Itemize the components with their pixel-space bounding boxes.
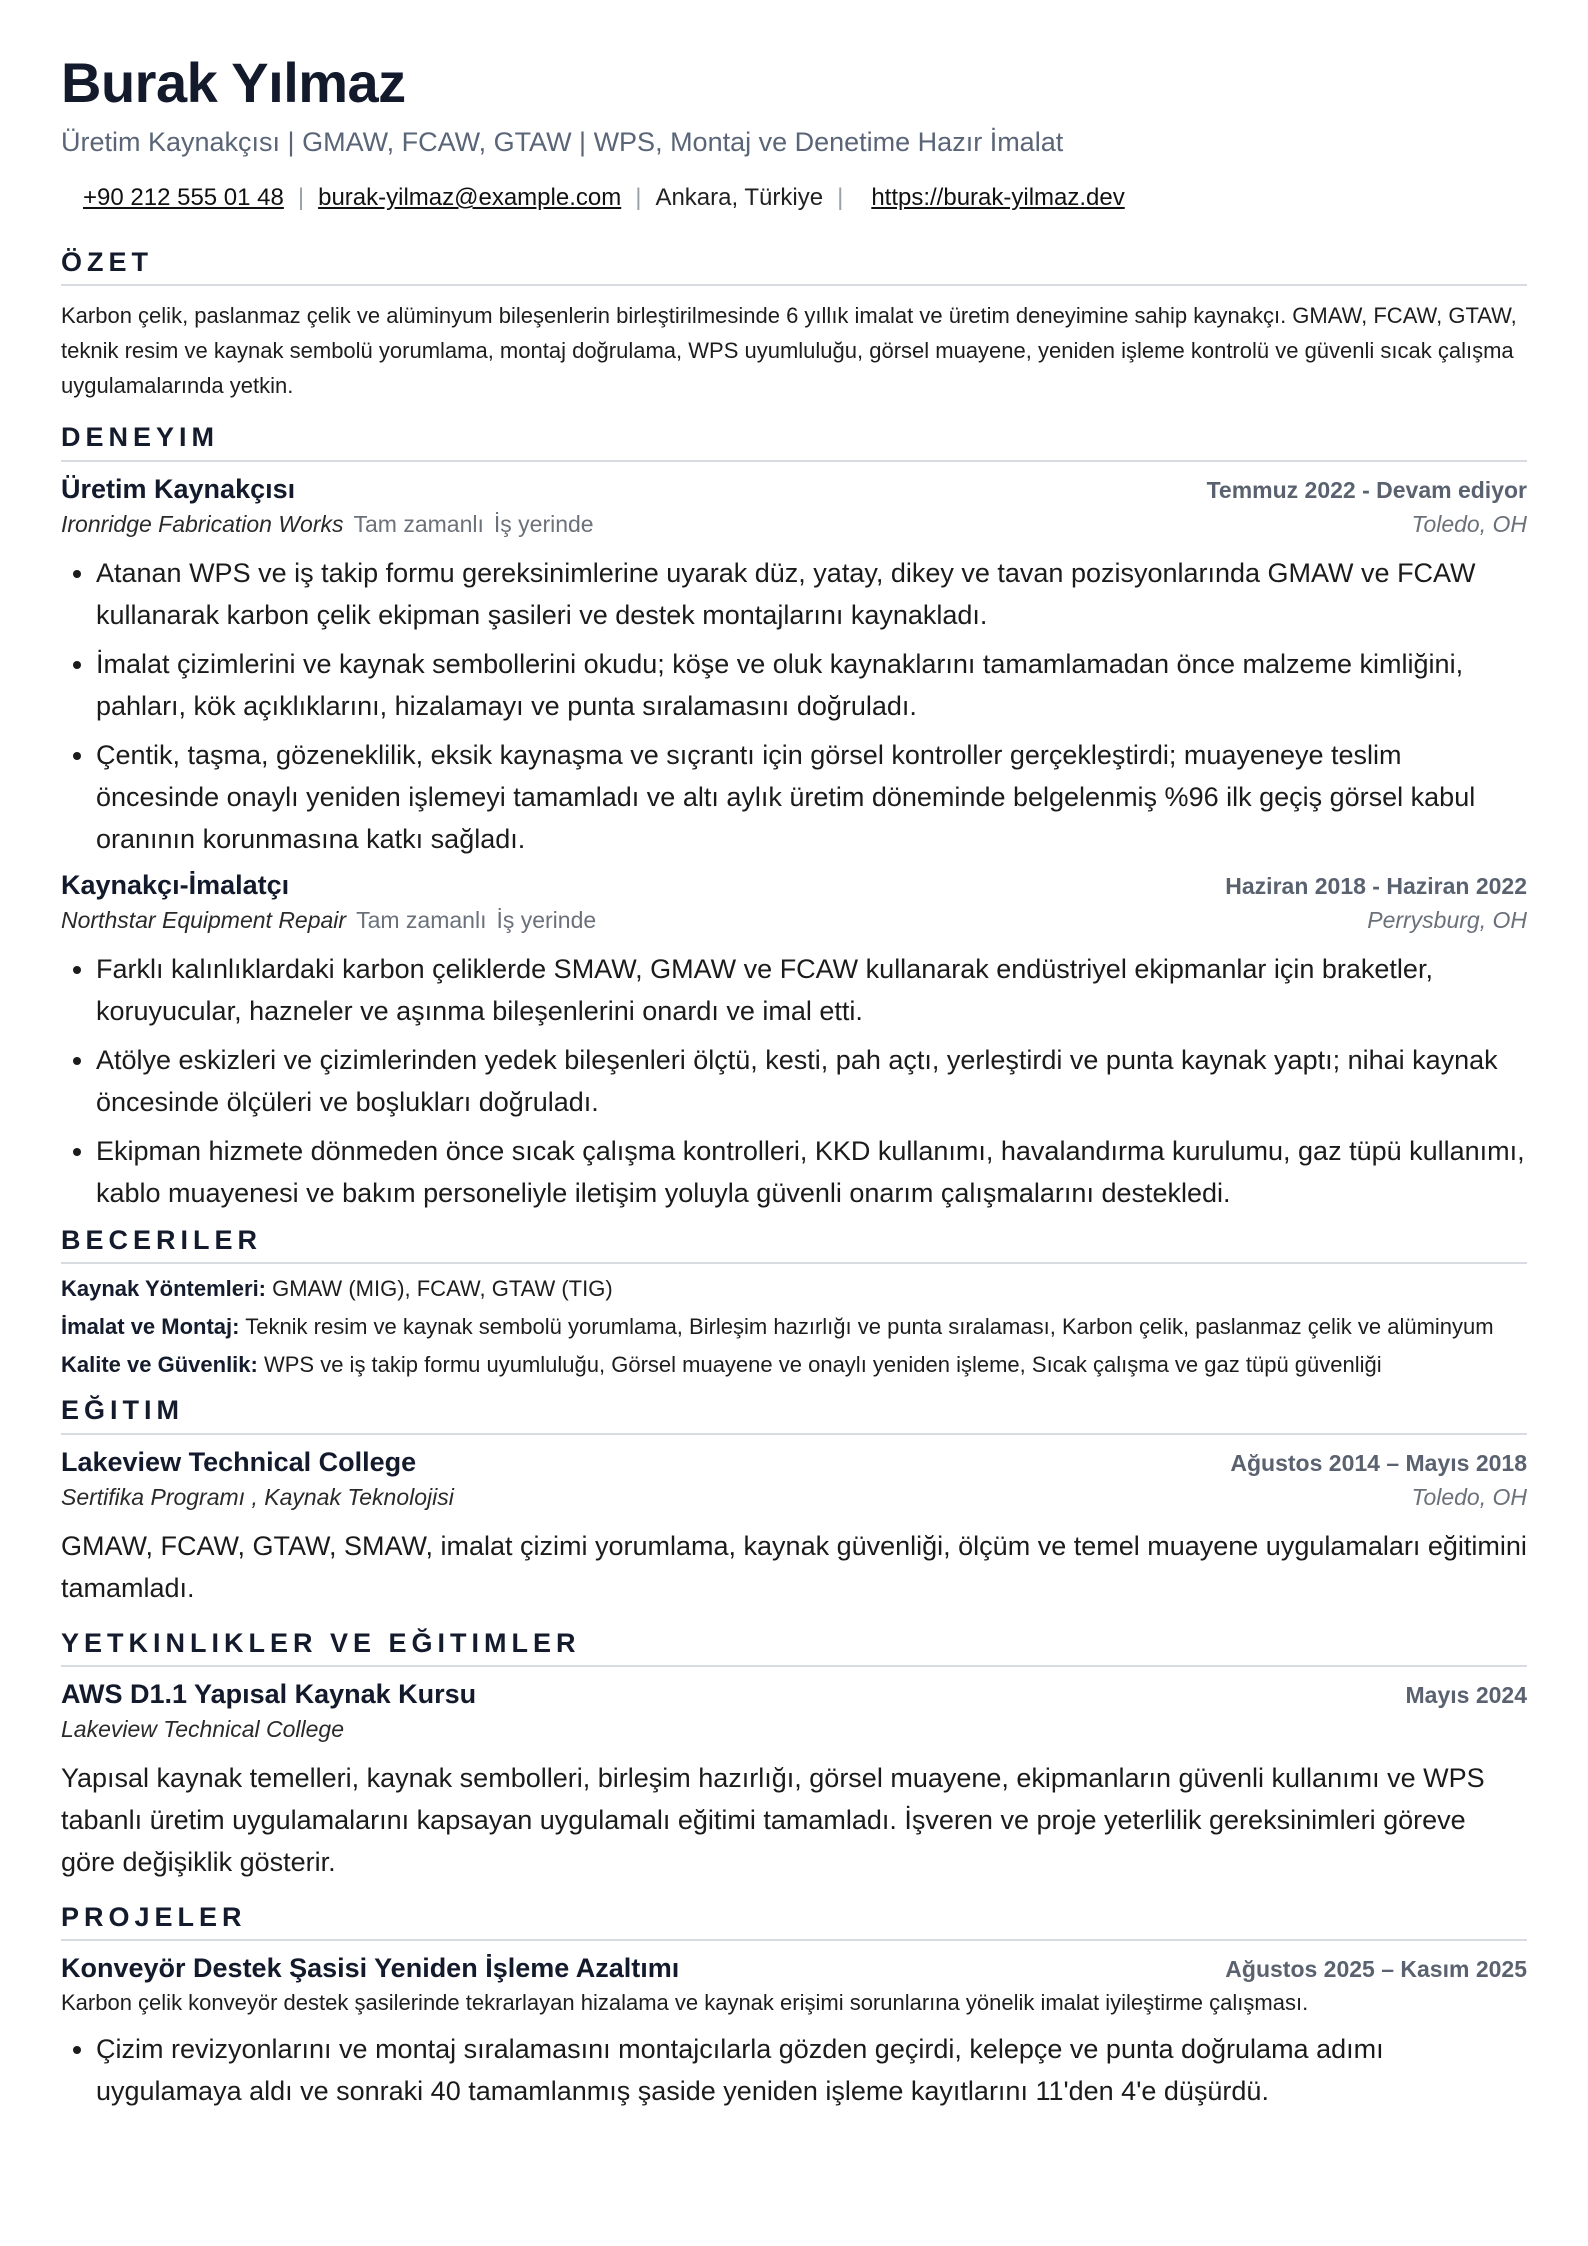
skill-row (61, 1314, 1527, 1340)
section-title: BECERILER (61, 1224, 1527, 1264)
list-item: • Atölye eskizleri ve çizimlerinden yedek bileşenleri ölçtü, kesti, pah açtı, yerleştirdi ve punta kaynak yaptı; nihai kaynak öncesinde ölçüleri ve boşlukları doğruladı. (96, 1039, 1527, 1123)
summary-section (61, 246, 1527, 403)
website-link[interactable]: https://burak-yilmaz.dev (871, 183, 1125, 211)
list-item: • İmalat çizimlerini ve kaynak sembollerini okudu; köşe ve oluk kaynaklarını tamamlamadan önce malzeme kimliğini, pahları, kök açıklıklarını, hizalamayı ve punta sıralamasını doğruladı. (96, 643, 1527, 727)
skill-label: Kalite ve Güvenlik: (61, 1352, 258, 1378)
education-section (61, 1394, 1527, 1608)
skill-value: Teknik resim ve kaynak sembolü yorumlama, Birleşim hazırlığı ve punta sıralaması, Karbon çelik, paslanmaz çelik ve alüminyum (245, 1314, 1494, 1340)
skill-row (61, 1352, 1527, 1378)
skill-label: İmalat ve Montaj: (61, 1314, 240, 1340)
job-role: Kaynakçı-İmalatçı (61, 869, 290, 900)
job-entry (61, 474, 1527, 860)
job-bullets (61, 948, 1527, 1214)
projects-section (61, 1901, 1527, 2112)
job-location: Perrysburg, OH (1367, 906, 1527, 933)
project-description: Karbon çelik konveyör destek şasilerinde tekrarlayan hizalama ve kaynak erişimi sorunlarına yönelik imalat iyileştirme çalışması. (61, 1990, 1309, 2016)
job-mode: İş yerinde (496, 906, 597, 933)
job-location: Toledo, OH (1411, 510, 1527, 537)
section-title: PROJELER (61, 1901, 1527, 1941)
contact-separator: | (297, 183, 305, 211)
job-type: Tam zamanlı (353, 510, 484, 537)
certification-name: AWS D1.1 Yapısal Kaynak Kursu (61, 1678, 477, 1709)
job-type: Tam zamanlı (356, 906, 487, 933)
job-company: Northstar Equipment Repair (61, 906, 347, 933)
skill-value: WPS ve iş takip formu uyumluluğu, Görsel muayene ve onaylı yeniden işleme, Sıcak çalışma ve gaz tüpü güvenliği (263, 1352, 1382, 1378)
project-date: Ağustos 2025 – Kasım 2025 (1225, 1956, 1527, 1983)
candidate-headline: Üretim Kaynakçısı | GMAW, FCAW, GTAW | WPS, Montaj ve Denetime Hazır İmalat (61, 126, 1064, 157)
phone-link[interactable]: +90 212 555 01 48 (83, 183, 284, 211)
section-title: YETKINLIKLER VE EĞITIMLER (61, 1627, 1527, 1667)
school-name: Lakeview Technical College (61, 1446, 417, 1477)
job-date: Haziran 2018 - Haziran 2022 (1225, 872, 1527, 899)
education-date: Ağustos 2014 – Mayıs 2018 (1230, 1449, 1527, 1476)
contact-bar (83, 184, 1527, 212)
certifications-section (61, 1627, 1527, 1883)
project-bullets (61, 2028, 1527, 2112)
education-text: GMAW, FCAW, GTAW, SMAW, imalat çizimi yorumlama, kaynak güvenliği, ölçüm ve temel muayene uygulamaları eğitimini tamamladı. (61, 1530, 1527, 1603)
candidate-name: Burak Yılmaz (61, 51, 406, 114)
project-name: Konveyör Destek Şasisi Yeniden İşleme Azaltımı (61, 1953, 680, 1984)
job-bullets (61, 552, 1527, 860)
skill-label: Kaynak Yöntemleri: (61, 1276, 267, 1302)
section-title: DENEYIM (61, 421, 1527, 461)
summary-text: Karbon çelik, paslanmaz çelik ve alüminyum bileşenlerin birleştirilmesinde 6 yıllık imalat ve üretim deneyimine sahip kaynakçı. GMAW, FCAW, GTAW, teknik resim ve kaynak sembolü yorumlama, montaj doğrulama, WPS uyumluluğu, görsel muayene, yeniden işleme kontrolü ve güvenli sıcak çalışma uygulamalarında yetkin. (61, 303, 1517, 399)
list-item: • Farklı kalınlıklardaki karbon çeliklerde SMAW, GMAW ve FCAW kullanarak endüstriyel ekipmanlar için braketler, koruyucular, hazneler ve aşınma bileşenlerini onardı ve imal etti. (96, 948, 1527, 1032)
skill-row (61, 1276, 1527, 1302)
list-item: • Çizim revizyonlarını ve montaj sıralamasını montajcılarla gözden geçirdi, kelepçe ve punta doğrulama adımı uygulamaya aldı ve sonraki 40 tamamlanmış şaside yeniden işleme kayıtlarını 11'den 4'e düşürdü. (96, 2028, 1527, 2112)
education-location: Toledo, OH (1411, 1483, 1527, 1510)
list-item: • Ekipman hizmete dönmeden önce sıcak çalışma kontrolleri, KKD kullanımı, havalandırma kurulumu, gaz tüpü kullanımı, kablo muayenesi ve bakım personeliyle iletişim yoluyla güvenli onarım çalışmalarını destekledi. (96, 1130, 1527, 1214)
section-title: ÖZET (61, 246, 1527, 286)
section-title: EĞITIM (61, 1394, 1527, 1434)
job-company: Ironridge Fabrication Works (61, 510, 344, 537)
job-mode: İş yerinde (493, 510, 594, 537)
list-item: • Atanan WPS ve iş takip formu gereksinimlerine uyarak düz, yatay, dikey ve tavan pozisyonlarında GMAW ve FCAW kullanarak karbon çelik ekipman şasileri ve destek montajlarını kaynakladı. (96, 552, 1527, 636)
skills-section (61, 1224, 1527, 1378)
certification-text: Yapısal kaynak temelleri, kaynak sembolleri, birleşim hazırlığı, görsel muayene, ekipmanların güvenli kullanımı ve WPS tabanlı üretim uygulamalarını kapsayan uygulamalı eğitimi tamamladı. İşveren ve proje yeterlilik gereksinimleri göreve göre değişiklik gösterir. (61, 1762, 1485, 1877)
skill-value: GMAW (MIG), FCAW, GTAW (TIG) (272, 1276, 613, 1302)
experience-section (61, 421, 1527, 1213)
job-entry (61, 870, 1527, 1214)
job-date: Temmuz 2022 - Devam ediyor (1206, 476, 1527, 503)
list-item: • Çentik, taşma, gözeneklilik, eksik kaynaşma ve sıçrantı için görsel kontroller gerçekleştirdi; muayeneye teslim öncesinde onaylı yeniden işlemeyi tamamladı ve altı aylık üretim döneminde belgelenmiş %96 ilk geçiş görsel kabul oranının korunmasına katkı sağladı. (96, 734, 1527, 860)
job-role: Üretim Kaynakçısı (61, 473, 296, 504)
contact-separator: | (837, 183, 844, 211)
location-text: Ankara, Türkiye (655, 183, 824, 211)
email-link[interactable]: burak-yilmaz@example.com (318, 183, 622, 211)
certification-date: Mayıs 2024 (1405, 1681, 1527, 1708)
certification-issuer: Lakeview Technical College (61, 1715, 344, 1742)
education-program: Sertifika Programı , Kaynak Teknolojisi (61, 1483, 454, 1510)
contact-separator: | (635, 183, 642, 211)
